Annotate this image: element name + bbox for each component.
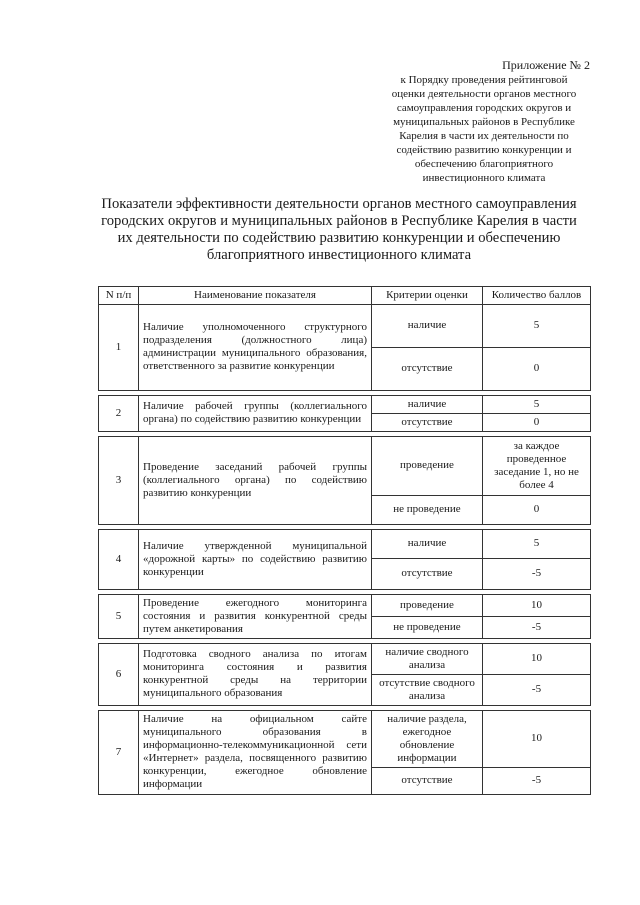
title-line: городских округов и муниципальных районов в Республике Карелия в части [101,213,577,229]
row-number: 3 [99,436,139,524]
row-number: 6 [99,643,139,705]
indicator-name: Наличие уполномоченного структурного подразделения (должностного лица) администрации муниципального образования, ответственного за развитие конкуренции [139,304,372,390]
row-number: 2 [99,395,139,431]
criterion: отсутствие [372,558,483,589]
appendix-line: Карелия в части их деятельности по [399,130,569,142]
indicator-name: Наличие утвержденной муниципальной «дорожной карты» по содействию развитию конкуренции [139,529,372,589]
appendix-line: самоуправления городских округов и [396,102,572,114]
table-row [99,594,591,616]
row-number: 7 [99,710,139,794]
criterion: отсутствие [372,767,483,794]
points: 10 [483,710,591,767]
criterion: отсутствие [372,413,483,431]
criterion: наличие [372,529,483,558]
criterion: проведение [372,436,483,495]
points: -5 [483,558,591,589]
row-number: 1 [99,304,139,390]
row-number: 4 [99,529,139,589]
indicator-name: Наличие рабочей группы (коллегиального органа) по содействию развитию конкуренции [139,395,372,431]
points: -5 [483,767,591,794]
appendix-line: муниципальных районов в Республике [393,116,575,128]
header-name: Наименование показателя [139,287,372,305]
indicator-name: Проведение ежегодного мониторинга состояния и развития конкурентной среды путем анкетирования [139,594,372,638]
appendix-line: инвестиционного климата [422,172,546,184]
title-line: их деятельности по содействию развитию конкуренции и обеспечению [117,230,561,246]
criterion: наличие [372,304,483,347]
table-row [99,710,591,767]
points: 5 [483,304,591,347]
indicator-name: Проведение заседаний рабочей группы (коллегиального органа) по содействию развитию конкуренции [139,436,372,524]
appendix-line: оценки деятельности органов местного [391,88,577,100]
criterion: наличие раздела, ежегодное обновление информации [372,710,483,767]
appendix-line: к Порядку проведения рейтинговой [400,74,568,86]
table-row [99,436,591,495]
points: 0 [483,347,591,390]
appendix-line: содействию развитию конкуренции и [396,144,572,156]
points: -5 [483,674,591,705]
points: 0 [483,495,591,524]
header-criteria: Критерии оценки [372,287,483,305]
table-header-row [99,287,591,305]
appendix-block [378,58,590,185]
table-row [99,395,591,413]
table-row [99,529,591,558]
criterion: отсутствие сводного анализа [372,674,483,705]
points: 10 [483,594,591,616]
criterion: не проведение [372,616,483,638]
title-line: благоприятного инвестиционного климата [206,247,472,263]
criterion: не проведение [372,495,483,524]
header-points: Количество баллов [483,287,591,305]
table-row [99,643,591,674]
row-number: 5 [99,594,139,638]
appendix-title: Приложение № 2 [502,58,590,72]
document-title [88,196,590,264]
indicator-name: Наличие на официальном сайте муниципального образования в информационно-телекоммуникационной сети «Интернет» раздела, посвященного развитию конкуренции, ежегодное обновление информации [139,710,372,794]
appendix-line: обеспечению благоприятного [414,158,554,170]
indicators-table [98,286,591,795]
points: -5 [483,616,591,638]
title-line: Показатели эффективности деятельности органов местного самоуправления [101,196,577,212]
criterion: отсутствие [372,347,483,390]
header-num: N п/п [99,287,139,305]
criterion: проведение [372,594,483,616]
criterion: наличие [372,395,483,413]
points: 5 [483,395,591,413]
indicator-name: Подготовка сводного анализа по итогам мониторинга состояния и развития конкурентной среды на территории муниципального образования [139,643,372,705]
points: 10 [483,643,591,674]
points: 5 [483,529,591,558]
points: за каждое проведенное заседание 1, но не более 4 [483,436,591,495]
points: 0 [483,413,591,431]
criterion: наличие сводного анализа [372,643,483,674]
table-row [99,304,591,347]
